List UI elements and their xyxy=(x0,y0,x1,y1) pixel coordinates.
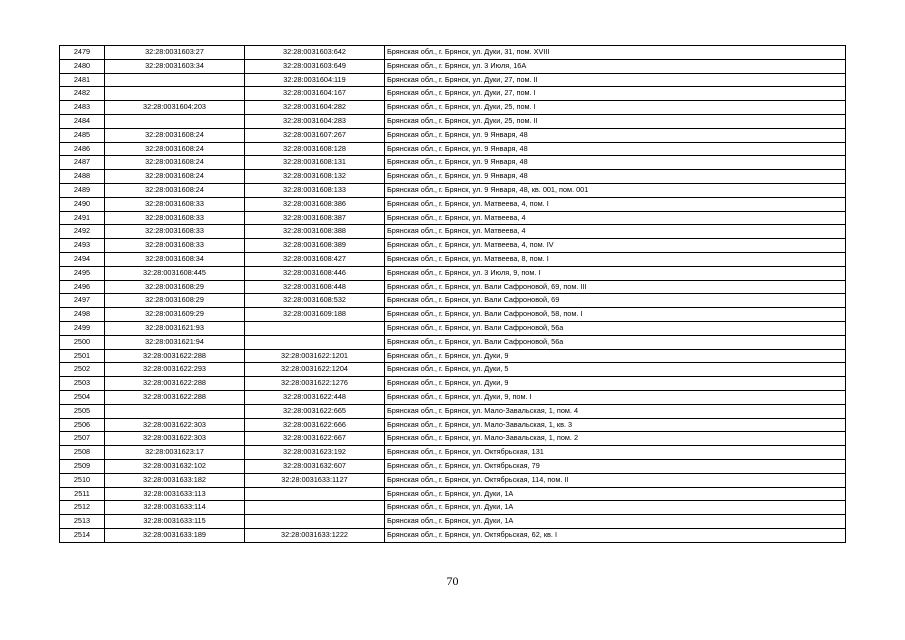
address-cell: Брянская обл., г. Брянск, ул. 9 Января, 48 xyxy=(385,128,846,142)
cadastral-number-cell: 32:28:0031633:113 xyxy=(105,487,245,501)
table-row xyxy=(60,239,846,253)
row-number-cell: 2506 xyxy=(60,418,105,432)
cadastral-number-cell: 32:28:0031608:34 xyxy=(105,252,245,266)
cadastral-number-cell: 32:28:0031632:102 xyxy=(105,459,245,473)
row-number-cell: 2507 xyxy=(60,432,105,446)
table-row xyxy=(60,59,846,73)
row-number-cell: 2498 xyxy=(60,308,105,322)
row-number-cell: 2485 xyxy=(60,128,105,142)
address-cell: Брянская обл., г. Брянск, ул. Вали Сафроновой, 56а xyxy=(385,321,846,335)
table-row xyxy=(60,363,846,377)
building-cadastral-number-cell: 32:28:0031633:1127 xyxy=(245,473,385,487)
building-cadastral-number-cell xyxy=(245,487,385,501)
building-cadastral-number-cell: 32:28:0031608:128 xyxy=(245,142,385,156)
table-row xyxy=(60,280,846,294)
row-number-cell: 2495 xyxy=(60,266,105,280)
building-cadastral-number-cell: 32:28:0031622:1204 xyxy=(245,363,385,377)
cadastral-number-cell: 32:28:0031608:33 xyxy=(105,225,245,239)
row-number-cell: 2500 xyxy=(60,335,105,349)
address-cell: Брянская обл., г. Брянск, ул. 3 Июля, 9, пом. I xyxy=(385,266,846,280)
building-cadastral-number-cell: 32:28:0031622:448 xyxy=(245,390,385,404)
row-number-cell: 2513 xyxy=(60,515,105,529)
table-row xyxy=(60,197,846,211)
table-row xyxy=(60,473,846,487)
row-number-cell: 2491 xyxy=(60,211,105,225)
address-cell: Брянская обл., г. Брянск, ул. 9 Января, 48 xyxy=(385,170,846,184)
row-number-cell: 2488 xyxy=(60,170,105,184)
building-cadastral-number-cell xyxy=(245,501,385,515)
row-number-cell: 2480 xyxy=(60,59,105,73)
address-cell: Брянская обл., г. Брянск, ул. Матвеева, 4 xyxy=(385,225,846,239)
table-row xyxy=(60,459,846,473)
address-cell: Брянская обл., г. Брянск, ул. Дуки, 1А xyxy=(385,501,846,515)
row-number-cell: 2510 xyxy=(60,473,105,487)
address-cell: Брянская обл., г. Брянск, ул. Дуки, 25, пом. I xyxy=(385,101,846,115)
table-row xyxy=(60,266,846,280)
row-number-cell: 2502 xyxy=(60,363,105,377)
building-cadastral-number-cell: 32:28:0031608:133 xyxy=(245,183,385,197)
cadastral-number-cell: 32:28:0031622:303 xyxy=(105,418,245,432)
building-cadastral-number-cell: 32:28:0031608:448 xyxy=(245,280,385,294)
building-cadastral-number-cell: 32:28:0031604:167 xyxy=(245,87,385,101)
address-cell: Брянская обл., г. Брянск, ул. Матвеева, 4 xyxy=(385,211,846,225)
row-number-cell: 2504 xyxy=(60,390,105,404)
address-cell: Брянская обл., г. Брянск, ул. Дуки, 5 xyxy=(385,363,846,377)
table-row xyxy=(60,501,846,515)
cadastral-number-cell: 32:28:0031608:33 xyxy=(105,197,245,211)
row-number-cell: 2499 xyxy=(60,321,105,335)
cadastral-number-cell: 32:28:0031609:29 xyxy=(105,308,245,322)
address-cell: Брянская обл., г. Брянск, ул. Дуки, 1А xyxy=(385,515,846,529)
building-cadastral-number-cell: 32:28:0031633:1222 xyxy=(245,528,385,542)
address-cell: Брянская обл., г. Брянск, ул. Вали Сафроновой, 58, пом. I xyxy=(385,308,846,322)
cadastral-number-cell: 32:28:0031608:24 xyxy=(105,170,245,184)
address-cell: Брянская обл., г. Брянск, ул. Мало-Завальская, 1, пом. 4 xyxy=(385,404,846,418)
address-cell: Брянская обл., г. Брянск, ул. Дуки, 1А xyxy=(385,487,846,501)
row-number-cell: 2490 xyxy=(60,197,105,211)
cadastral-number-cell: 32:28:0031608:24 xyxy=(105,183,245,197)
cadastral-number-cell: 32:28:0031622:288 xyxy=(105,390,245,404)
table-row xyxy=(60,418,846,432)
cadastral-number-cell: 32:28:0031633:189 xyxy=(105,528,245,542)
cadastral-number-cell: 32:28:0031633:114 xyxy=(105,501,245,515)
table-row xyxy=(60,183,846,197)
table-row xyxy=(60,446,846,460)
cadastral-number-cell: 32:28:0031633:115 xyxy=(105,515,245,529)
building-cadastral-number-cell: 32:28:0031609:188 xyxy=(245,308,385,322)
building-cadastral-number-cell: 32:28:0031622:667 xyxy=(245,432,385,446)
address-cell: Брянская обл., г. Брянск, ул. Вали Сафроновой, 69, пом. III xyxy=(385,280,846,294)
building-cadastral-number-cell: 32:28:0031603:642 xyxy=(245,46,385,60)
cadastral-number-cell xyxy=(105,404,245,418)
building-cadastral-number-cell: 32:28:0031608:446 xyxy=(245,266,385,280)
address-cell: Брянская обл., г. Брянск, ул. Дуки, 27, пом. II xyxy=(385,73,846,87)
cadastral-number-cell: 32:28:0031622:288 xyxy=(105,349,245,363)
building-cadastral-number-cell xyxy=(245,321,385,335)
table-row xyxy=(60,404,846,418)
row-number-cell: 2483 xyxy=(60,101,105,115)
address-cell: Брянская обл., г. Брянск, ул. 9 Января, 48 xyxy=(385,156,846,170)
building-cadastral-number-cell: 32:28:0031608:131 xyxy=(245,156,385,170)
registry-table-body xyxy=(60,46,846,543)
building-cadastral-number-cell: 32:28:0031608:388 xyxy=(245,225,385,239)
registry-table xyxy=(59,45,846,543)
cadastral-number-cell xyxy=(105,73,245,87)
row-number-cell: 2479 xyxy=(60,46,105,60)
row-number-cell: 2496 xyxy=(60,280,105,294)
building-cadastral-number-cell: 32:28:0031608:132 xyxy=(245,170,385,184)
building-cadastral-number-cell: 32:28:0031607:267 xyxy=(245,128,385,142)
cadastral-number-cell: 32:28:0031623:17 xyxy=(105,446,245,460)
table-row xyxy=(60,101,846,115)
building-cadastral-number-cell: 32:28:0031622:666 xyxy=(245,418,385,432)
table-row xyxy=(60,308,846,322)
cadastral-number-cell: 32:28:0031604:203 xyxy=(105,101,245,115)
row-number-cell: 2481 xyxy=(60,73,105,87)
cadastral-number-cell: 32:28:0031622:288 xyxy=(105,377,245,391)
table-row xyxy=(60,377,846,391)
row-number-cell: 2487 xyxy=(60,156,105,170)
building-cadastral-number-cell: 32:28:0031608:386 xyxy=(245,197,385,211)
cadastral-number-cell: 32:28:0031633:182 xyxy=(105,473,245,487)
building-cadastral-number-cell: 32:28:0031604:282 xyxy=(245,101,385,115)
address-cell: Брянская обл., г. Брянск, ул. Дуки, 9 xyxy=(385,377,846,391)
cadastral-number-cell: 32:28:0031622:303 xyxy=(105,432,245,446)
cadastral-number-cell: 32:28:0031621:94 xyxy=(105,335,245,349)
address-cell: Брянская обл., г. Брянск, ул. Мало-Завальская, 1, кв. 3 xyxy=(385,418,846,432)
address-cell: Брянская обл., г. Брянск, ул. 3 Июля, 16А xyxy=(385,59,846,73)
table-row xyxy=(60,515,846,529)
building-cadastral-number-cell: 32:28:0031622:665 xyxy=(245,404,385,418)
row-number-cell: 2512 xyxy=(60,501,105,515)
table-row xyxy=(60,321,846,335)
row-number-cell: 2509 xyxy=(60,459,105,473)
table-row xyxy=(60,170,846,184)
table-row xyxy=(60,252,846,266)
table-row xyxy=(60,335,846,349)
building-cadastral-number-cell: 32:28:0031608:532 xyxy=(245,294,385,308)
address-cell: Брянская обл., г. Брянск, ул. Дуки, 27, пом. I xyxy=(385,87,846,101)
cadastral-number-cell: 32:28:0031608:33 xyxy=(105,239,245,253)
address-cell: Брянская обл., г. Брянск, ул. Октябрьская, 131 xyxy=(385,446,846,460)
address-cell: Брянская обл., г. Брянск, ул. Мало-Завальская, 1, пом. 2 xyxy=(385,432,846,446)
building-cadastral-number-cell xyxy=(245,515,385,529)
cadastral-number-cell: 32:28:0031608:24 xyxy=(105,142,245,156)
address-cell: Брянская обл., г. Брянск, ул. Дуки, 9, пом. I xyxy=(385,390,846,404)
building-cadastral-number-cell: 32:28:0031608:389 xyxy=(245,239,385,253)
row-number-cell: 2482 xyxy=(60,87,105,101)
address-cell: Брянская обл., г. Брянск, ул. Матвеева, 8, пом. I xyxy=(385,252,846,266)
table-row xyxy=(60,432,846,446)
building-cadastral-number-cell xyxy=(245,335,385,349)
cadastral-number-cell xyxy=(105,114,245,128)
cadastral-number-cell xyxy=(105,87,245,101)
row-number-cell: 2511 xyxy=(60,487,105,501)
cadastral-number-cell: 32:28:0031603:34 xyxy=(105,59,245,73)
row-number-cell: 2492 xyxy=(60,225,105,239)
cadastral-number-cell: 32:28:0031608:33 xyxy=(105,211,245,225)
building-cadastral-number-cell: 32:28:0031603:649 xyxy=(245,59,385,73)
row-number-cell: 2489 xyxy=(60,183,105,197)
row-number-cell: 2497 xyxy=(60,294,105,308)
address-cell: Брянская обл., г. Брянск, ул. Матвеева, 4, пом. I xyxy=(385,197,846,211)
table-row xyxy=(60,128,846,142)
cadastral-number-cell: 32:28:0031608:24 xyxy=(105,156,245,170)
table-row xyxy=(60,142,846,156)
address-cell: Брянская обл., г. Брянск, ул. Октябрьская, 114, пом. II xyxy=(385,473,846,487)
table-row xyxy=(60,487,846,501)
building-cadastral-number-cell: 32:28:0031604:283 xyxy=(245,114,385,128)
table-row xyxy=(60,73,846,87)
address-cell: Брянская обл., г. Брянск, ул. 9 Января, 48, кв. 001, пом. 001 xyxy=(385,183,846,197)
cadastral-number-cell: 32:28:0031608:29 xyxy=(105,294,245,308)
address-cell: Брянская обл., г. Брянск, ул. 9 Января, 48 xyxy=(385,142,846,156)
cadastral-number-cell: 32:28:0031622:293 xyxy=(105,363,245,377)
building-cadastral-number-cell: 32:28:0031632:607 xyxy=(245,459,385,473)
table-row xyxy=(60,349,846,363)
cadastral-number-cell: 32:28:0031608:445 xyxy=(105,266,245,280)
address-cell: Брянская обл., г. Брянск, ул. Матвеева, 4, пом. IV xyxy=(385,239,846,253)
address-cell: Брянская обл., г. Брянск, ул. Октябрьская, 79 xyxy=(385,459,846,473)
address-cell: Брянская обл., г. Брянск, ул. Дуки, 9 xyxy=(385,349,846,363)
page-number: 70 xyxy=(446,574,459,588)
building-cadastral-number-cell: 32:28:0031622:1276 xyxy=(245,377,385,391)
building-cadastral-number-cell: 32:28:0031608:427 xyxy=(245,252,385,266)
building-cadastral-number-cell: 32:28:0031608:387 xyxy=(245,211,385,225)
table-row xyxy=(60,294,846,308)
cadastral-number-cell: 32:28:0031608:24 xyxy=(105,128,245,142)
address-cell: Брянская обл., г. Брянск, ул. Вали Сафроновой, 56а xyxy=(385,335,846,349)
building-cadastral-number-cell: 32:28:0031622:1201 xyxy=(245,349,385,363)
row-number-cell: 2501 xyxy=(60,349,105,363)
address-cell: Брянская обл., г. Брянск, ул. Дуки, 25, пом. II xyxy=(385,114,846,128)
table-row xyxy=(60,528,846,542)
row-number-cell: 2508 xyxy=(60,446,105,460)
address-cell: Брянская обл., г. Брянск, ул. Дуки, 31, пом. XVIII xyxy=(385,46,846,60)
cadastral-number-cell: 32:28:0031603:27 xyxy=(105,46,245,60)
row-number-cell: 2503 xyxy=(60,377,105,391)
table-row xyxy=(60,114,846,128)
table-row xyxy=(60,390,846,404)
row-number-cell: 2484 xyxy=(60,114,105,128)
table-row xyxy=(60,46,846,60)
row-number-cell: 2486 xyxy=(60,142,105,156)
address-cell: Брянская обл., г. Брянск, ул. Вали Сафроновой, 69 xyxy=(385,294,846,308)
table-row xyxy=(60,156,846,170)
cadastral-number-cell: 32:28:0031608:29 xyxy=(105,280,245,294)
building-cadastral-number-cell: 32:28:0031604:119 xyxy=(245,73,385,87)
cadastral-number-cell: 32:28:0031621:93 xyxy=(105,321,245,335)
building-cadastral-number-cell: 32:28:0031623:192 xyxy=(245,446,385,460)
table-row xyxy=(60,87,846,101)
row-number-cell: 2514 xyxy=(60,528,105,542)
row-number-cell: 2505 xyxy=(60,404,105,418)
table-row xyxy=(60,225,846,239)
row-number-cell: 2494 xyxy=(60,252,105,266)
address-cell: Брянская обл., г. Брянск, ул. Октябрьская, 62, кв. I xyxy=(385,528,846,542)
row-number-cell: 2493 xyxy=(60,239,105,253)
table-row xyxy=(60,211,846,225)
